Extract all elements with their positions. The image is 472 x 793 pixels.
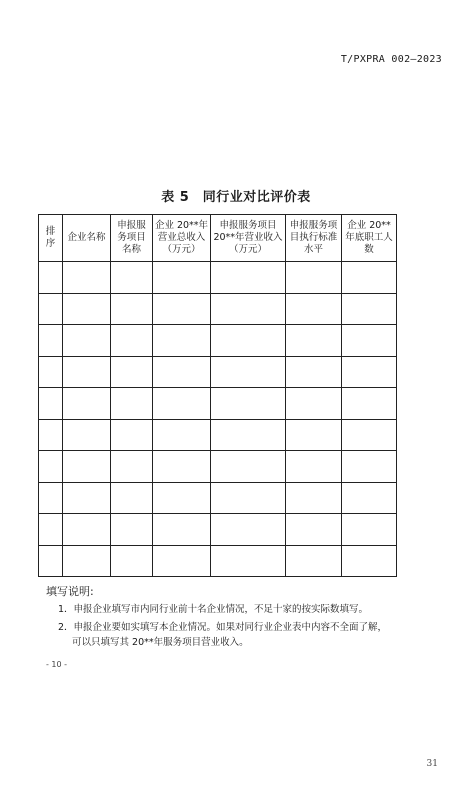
table-cell (286, 262, 342, 294)
table-cell (111, 293, 153, 325)
table-cell (286, 514, 342, 546)
table-cell (153, 419, 211, 451)
col-header-total-revenue: 企业 20**年 营业总收入 （万元） (153, 215, 211, 262)
col-header-employee-count: 企业 20** 年底职工人 数 (342, 215, 397, 262)
table-cell (211, 545, 286, 577)
table-cell (342, 325, 397, 357)
table-cell (211, 514, 286, 546)
table-cell (211, 451, 286, 483)
table-cell (111, 325, 153, 357)
table-row (39, 325, 397, 357)
table-cell (153, 356, 211, 388)
table-cell (286, 545, 342, 577)
table-cell (153, 451, 211, 483)
table-cell (63, 451, 111, 483)
standard-code: T/PXPRA 002—2023 (340, 54, 442, 65)
table-cell (39, 482, 63, 514)
table-cell (39, 451, 63, 483)
table-cell (63, 545, 111, 577)
table-cell (63, 293, 111, 325)
col-header-company-name: 企业名称 (63, 215, 111, 262)
table-cell (39, 262, 63, 294)
table-cell (39, 325, 63, 357)
table-cell (286, 388, 342, 420)
table-cell (211, 388, 286, 420)
table-cell (211, 482, 286, 514)
table-cell (111, 451, 153, 483)
table-cell (39, 293, 63, 325)
table-cell (63, 482, 111, 514)
table-row (39, 545, 397, 577)
table-cell (39, 514, 63, 546)
comparison-table (38, 214, 397, 577)
table-cell (39, 545, 63, 577)
table-cell (111, 262, 153, 294)
table-cell (63, 514, 111, 546)
col-header-rank: 排 序 (39, 215, 63, 262)
table-cell (39, 388, 63, 420)
table-cell (153, 293, 211, 325)
table-cell (286, 419, 342, 451)
table-cell (111, 514, 153, 546)
table-row (39, 451, 397, 483)
col-header-service-item: 申报服 务项目 名称 (111, 215, 153, 262)
table-title: 表 5 同行业对比评价表 (161, 190, 311, 205)
table-cell (153, 514, 211, 546)
table-row (39, 419, 397, 451)
table-header-row (39, 215, 397, 262)
table-row (39, 262, 397, 294)
col-header-service-revenue: 申报服务项目 20**年营业收入 （万元） (211, 215, 286, 262)
table-cell (342, 293, 397, 325)
col-header-standard-level: 申报服务项 目执行标准 水平 (286, 215, 342, 262)
table-cell (286, 293, 342, 325)
table-cell (342, 514, 397, 546)
table-cell (342, 388, 397, 420)
table-cell (111, 356, 153, 388)
table-cell (286, 325, 342, 357)
table-cell (286, 356, 342, 388)
note-item-1: 1．申报企业填写市内同行业前十名企业情况，不足十家的按实际数填写。 (58, 604, 369, 615)
table-cell (342, 482, 397, 514)
page-number: 31 (426, 759, 438, 769)
table-cell (286, 482, 342, 514)
table-cell (39, 356, 63, 388)
table-row (39, 293, 397, 325)
table-row (39, 514, 397, 546)
table-cell (342, 356, 397, 388)
note-item-2-continued: 可以只填写其 20**年服务项目营业收入。 (72, 637, 249, 648)
note-item-2: 2．申报企业要如实填写本企业情况。如果对同行业企业表中内容不全面了解， (58, 622, 388, 633)
table-cell (211, 293, 286, 325)
table-row (39, 482, 397, 514)
table-cell (153, 325, 211, 357)
table-cell (211, 419, 286, 451)
table-cell (111, 388, 153, 420)
table-cell (111, 419, 153, 451)
table-cell (153, 262, 211, 294)
notes-title: 填写说明: (46, 585, 94, 598)
table-cell (153, 545, 211, 577)
table-cell (342, 451, 397, 483)
table-cell (63, 262, 111, 294)
table-cell (286, 451, 342, 483)
table-cell (63, 325, 111, 357)
table-cell (111, 545, 153, 577)
table-cell (342, 545, 397, 577)
table-cell (153, 482, 211, 514)
table-cell (211, 356, 286, 388)
table-cell (211, 262, 286, 294)
table-row (39, 388, 397, 420)
table-cell (63, 419, 111, 451)
table-cell (342, 419, 397, 451)
table-row (39, 356, 397, 388)
table-cell (342, 262, 397, 294)
table-cell (111, 482, 153, 514)
table-cell (211, 325, 286, 357)
table-cell (39, 419, 63, 451)
table-cell (63, 388, 111, 420)
inner-page-number: - 10 - (46, 660, 68, 669)
table-cell (63, 356, 111, 388)
table-cell (153, 388, 211, 420)
